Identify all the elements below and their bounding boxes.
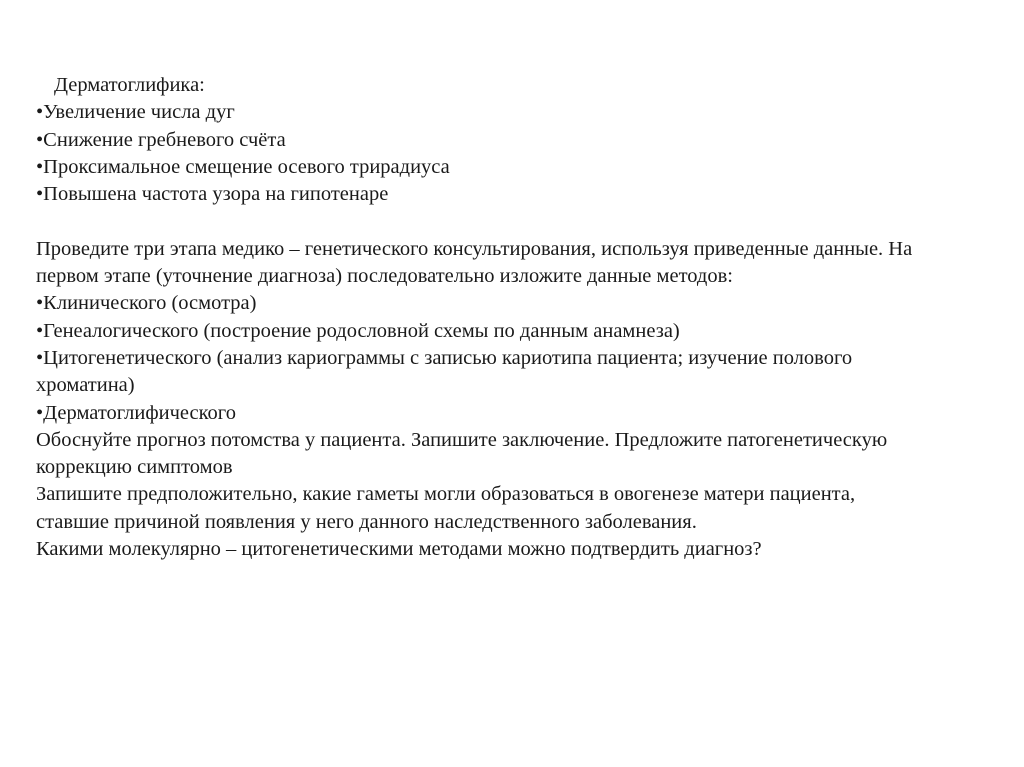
method-dermatoglyphic: •Дерматоглифического	[36, 401, 236, 424]
slide-text-block	[36, 72, 1006, 563]
method-cytogenetic: •Цитогенетического (анализ кариограммы с записью кариотипа пациента; изучение полового	[36, 346, 853, 369]
task-text-line-1: Проведите три этапа медико – генетического консультирования, используя приведенные данные. На	[36, 237, 913, 260]
method-genealogical: •Генеалогического (построение родословной схемы по данным анамнеза)	[36, 319, 680, 342]
method-clinical: •Клинического (осмотра)	[36, 292, 257, 315]
diagnosis-question: Какими молекулярно – цитогенетическими методами можно подтвердить диагноз?	[36, 538, 762, 561]
derm-item-arches: •Увеличение числа дуг	[36, 101, 235, 124]
gametes-text-line-1: Запишите предположительно, какие гаметы могли образоваться в овогенезе матери пациента,	[36, 483, 856, 506]
paragraph-spacer	[36, 208, 1006, 235]
method-cytogenetic-continued: хроматина)	[36, 374, 135, 397]
prognosis-text-line-2: коррекцию симптомов	[36, 456, 233, 479]
dermatoglyphics-heading: Дерматоглифика:	[54, 74, 205, 96]
task-text-line-2: первом этапе (уточнение диагноза) последовательно изложите данные методов:	[36, 265, 733, 288]
gametes-text-line-2: ставшие причиной появления у него данного наследственного заболевания.	[36, 510, 697, 533]
derm-item-hypothenar: •Повышена частота узора на гипотенаре	[36, 183, 389, 206]
prognosis-text-line-1: Обоснуйте прогноз потомства у пациента. Запишите заключение. Предложите патогенетическую	[36, 428, 888, 451]
derm-item-ridge-count: •Снижение гребневого счёта	[36, 128, 286, 151]
derm-item-triradius: •Проксимальное смещение осевого трирадиуса	[36, 155, 450, 178]
